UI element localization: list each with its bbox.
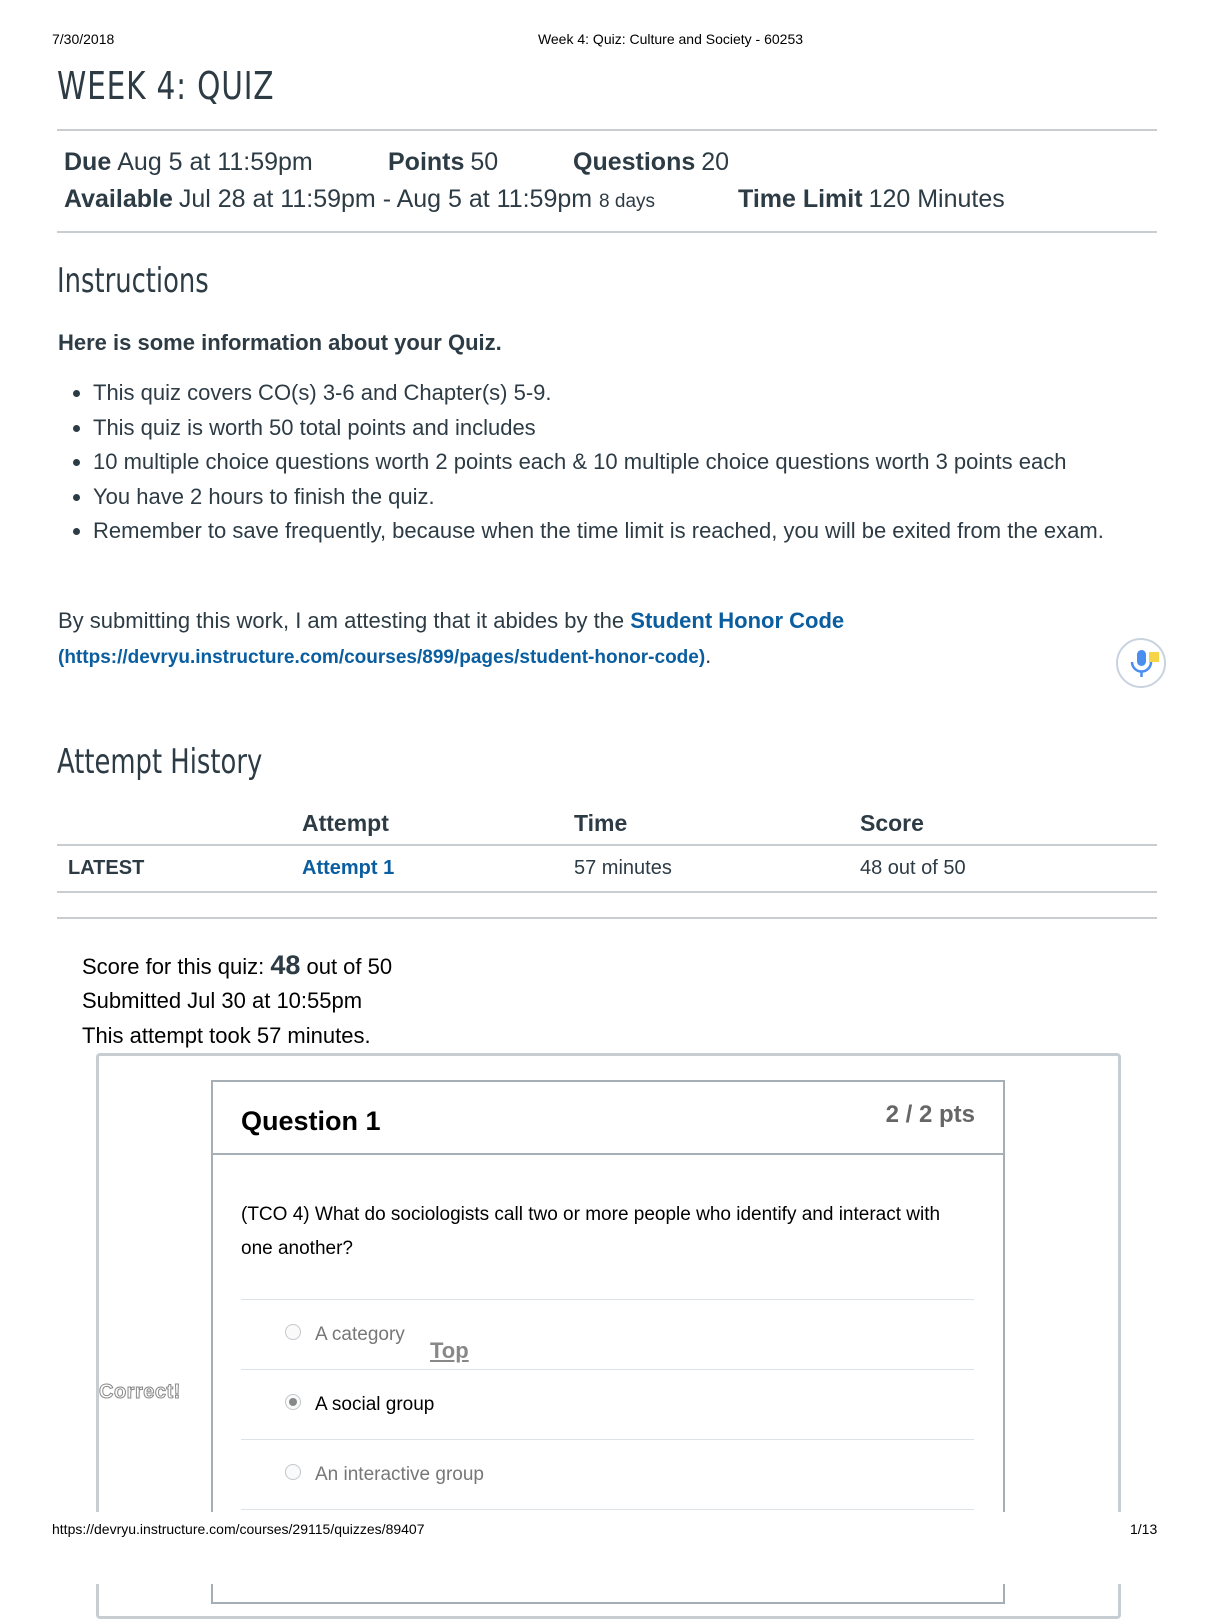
list-item: • This quiz covers CO(s) 3-6 and Chapter(s) 5-9. bbox=[93, 376, 1173, 411]
radio-button[interactable] bbox=[285, 1464, 301, 1480]
answer-option[interactable] bbox=[241, 1369, 974, 1440]
submitted-time: Submitted Jul 30 at 10:55pm bbox=[82, 988, 363, 1013]
microphone-icon bbox=[1118, 640, 1164, 686]
list-item: • 10 multiple choice questions worth 2 points each & 10 multiple choice questions worth 3 points each bbox=[93, 445, 1173, 480]
answer-option[interactable] bbox=[241, 1299, 974, 1370]
microphone-button[interactable] bbox=[1116, 638, 1166, 688]
page-number: 1/13 bbox=[1130, 1521, 1158, 1537]
answer-label: A category bbox=[315, 1324, 405, 1345]
table-row bbox=[57, 845, 1157, 892]
time-limit-value: 120 Minutes bbox=[868, 185, 1005, 213]
honor-suffix: . bbox=[705, 643, 712, 668]
due-detail bbox=[64, 148, 313, 177]
time-limit-detail bbox=[738, 185, 1005, 214]
question-text: (TCO 4) What do sociologists call two or more people who identify and interact with one another? bbox=[241, 1204, 941, 1259]
attempt-history-heading: Attempt History bbox=[57, 742, 263, 782]
print-page-title: Week 4: Quiz: Culture and Society - 60253 bbox=[537, 31, 804, 47]
questions-value: 20 bbox=[701, 148, 730, 176]
points-value: 50 bbox=[470, 148, 499, 176]
divider bbox=[57, 129, 1157, 131]
time-limit-label: Time Limit bbox=[738, 185, 863, 213]
quiz-score bbox=[82, 950, 392, 981]
column-header: Score bbox=[860, 806, 1157, 845]
print-url: https://devryu.instructure.com/courses/29115/quizzes/89407 bbox=[52, 1521, 425, 1537]
available-label: Available bbox=[64, 185, 173, 213]
score-prefix: Score for this quiz: bbox=[82, 954, 265, 979]
attempt-duration: This attempt took 57 minutes. bbox=[82, 1023, 371, 1048]
instructions-heading: Instructions bbox=[57, 261, 209, 301]
attempt-score: 48 out of 50 bbox=[860, 845, 1157, 892]
column-header: Time bbox=[574, 806, 860, 845]
answer-label: An interactive group bbox=[315, 1464, 484, 1485]
honor-link-text[interactable]: Student Honor Code bbox=[630, 608, 845, 633]
questions-label: Questions bbox=[573, 148, 696, 176]
points-label: Points bbox=[388, 148, 465, 176]
score-value: 48 bbox=[270, 950, 301, 980]
print-date: 7/30/2018 bbox=[52, 31, 115, 47]
attempt-time: 57 minutes bbox=[574, 845, 860, 892]
attempt-history-table bbox=[57, 806, 1157, 893]
question-title: Question 1 bbox=[241, 1106, 381, 1136]
attempt-link[interactable]: Attempt 1 bbox=[302, 857, 395, 879]
column-header: Attempt bbox=[302, 806, 574, 845]
list-item: • This quiz is worth 50 total points and includes bbox=[93, 411, 1173, 446]
score-suffix: out of 50 bbox=[306, 954, 393, 979]
answer-divider bbox=[241, 1509, 974, 1511]
honor-statement bbox=[58, 603, 1118, 675]
row-label: LATEST bbox=[57, 845, 302, 892]
question-points: 2 / 2 pts bbox=[885, 1101, 975, 1128]
honor-link-url[interactable]: (https://devryu.instructure.com/courses/899/pages/student-honor-code) bbox=[58, 647, 706, 668]
column-header bbox=[57, 806, 302, 845]
divider bbox=[57, 231, 1157, 233]
available-days: 8 days bbox=[599, 191, 656, 212]
answer-label: A social group bbox=[315, 1394, 435, 1415]
question-header bbox=[213, 1082, 1003, 1155]
answer-option[interactable] bbox=[241, 1439, 974, 1510]
instructions-intro: Here is some information about your Quiz. bbox=[58, 330, 502, 355]
questions-detail bbox=[573, 148, 729, 177]
correct-indicator: Correct! bbox=[99, 1381, 193, 1404]
available-value: Jul 28 at 11:59pm - Aug 5 at 11:59pm bbox=[178, 185, 593, 213]
instructions-list bbox=[58, 376, 1173, 549]
radio-button[interactable] bbox=[285, 1324, 301, 1340]
divider bbox=[57, 917, 1157, 919]
due-label: Due bbox=[64, 148, 112, 176]
top-link[interactable]: Top bbox=[430, 1338, 469, 1363]
list-item: • You have 2 hours to finish the quiz. bbox=[93, 480, 1173, 515]
table-header-row bbox=[57, 806, 1157, 845]
list-item: • Remember to save frequently, because when the time limit is reached, you will be exited from the exam. bbox=[93, 514, 1173, 549]
radio-button[interactable] bbox=[285, 1394, 301, 1410]
honor-prefix: By submitting this work, I am attesting that it abides by the bbox=[58, 608, 625, 633]
page-title: WEEK 4: QUIZ bbox=[57, 64, 275, 108]
available-detail bbox=[64, 185, 655, 214]
points-detail bbox=[388, 148, 498, 177]
due-value: Aug 5 at 11:59pm bbox=[117, 148, 313, 176]
